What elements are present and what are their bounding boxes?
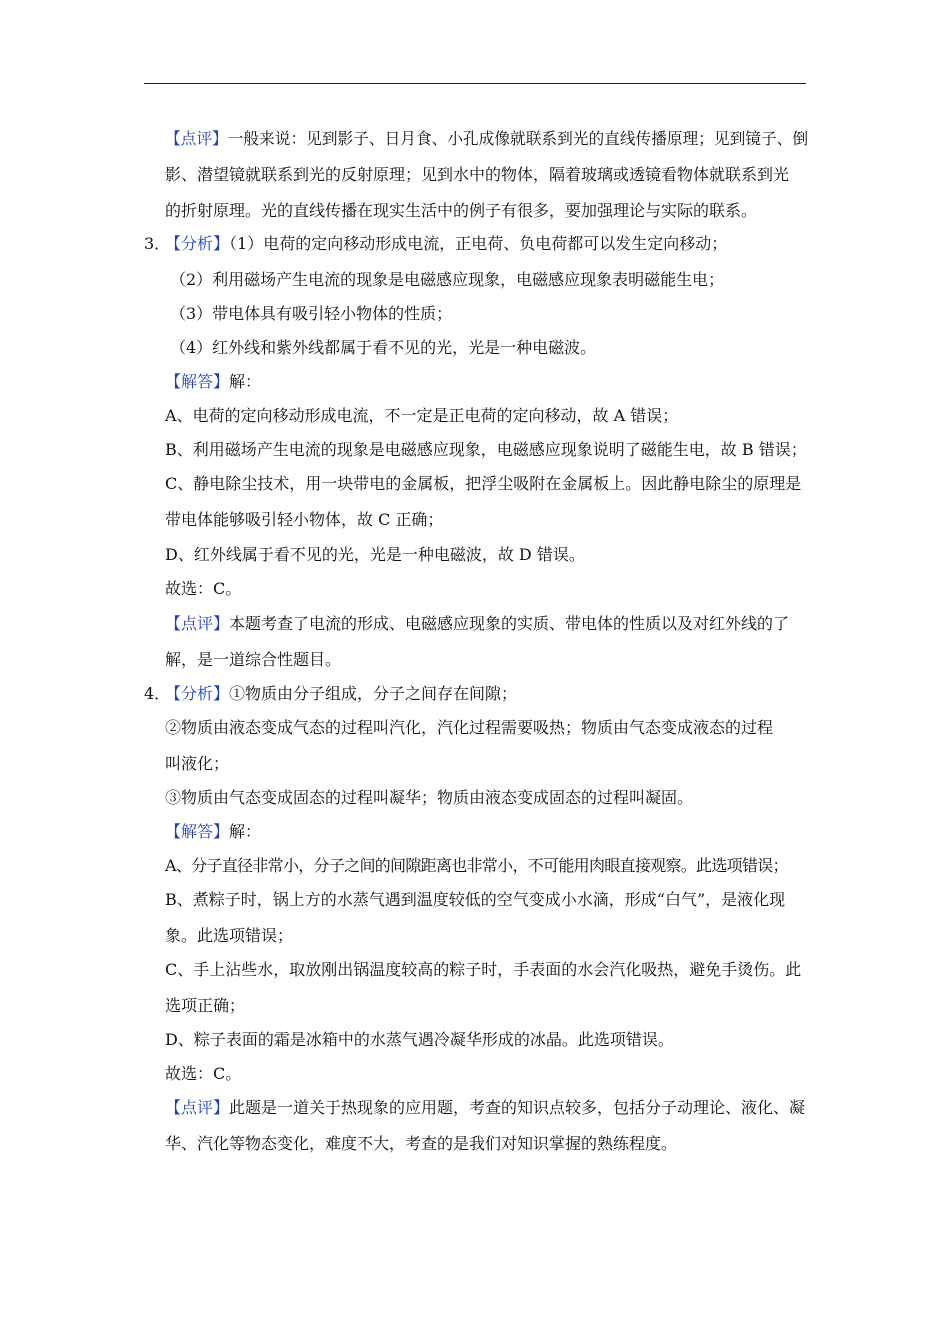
q4-answer-line-5: 选项正确； — [165, 996, 246, 1015]
q4-choice: 故选：C。 — [165, 1064, 242, 1083]
header-rule — [144, 83, 806, 84]
q3-answer-line-4: 带电体能够吸引轻小物体，故 C 正确； — [165, 510, 444, 529]
answer-tag: 【解答】 — [165, 372, 230, 391]
q4-comment-line-1: 【点评】此题是一道关于热现象的应用题，考查的知识点较多，包括分子动理论、液化、凝 — [165, 1098, 806, 1117]
q4-answer-line-2: B、煮粽子时，锅上方的水蒸气遇到温度较低的空气变成小水滴，形成“白气”，是液化现 — [165, 890, 786, 909]
q3-comment-line-2: 解，是一道综合性题目。 — [165, 650, 342, 669]
q4-analysis-line-2: ②物质由液态变成气态的过程叫汽化，汽化过程需要吸热；物质由气态变成液态的过程 — [165, 718, 774, 737]
q3-analysis-line-2: （2）利用磁场产生电流的现象是电磁感应现象，电磁感应现象表明磁能生电； — [170, 270, 725, 289]
answer-tag: 【解答】 — [165, 822, 230, 841]
q4-analysis-line-3: 叫液化； — [165, 754, 230, 773]
q4-analysis-line-1: 【分析】①物质由分子组成，分子之间存在间隙； — [165, 684, 518, 703]
q3-analysis-line-1: 【分析】（1）电荷的定向移动形成电流，正电荷、负电荷都可以发生定向移动； — [165, 234, 728, 253]
q4-answer-line-4: C、手上沾些水，取放刚出锅温度较高的粽子时，手表面的水会汽化吸热，避免手烫伤。此 — [165, 960, 802, 979]
q3-answer-line-5: D、红外线属于看不见的光，光是一种电磁波，故 D 错误。 — [165, 545, 585, 564]
comment-tag: 【点评】 — [165, 129, 228, 148]
comment-tag: 【点评】 — [165, 614, 230, 633]
q4-analysis-line-4: ③物质由气态变成固态的过程叫凝华；物质由液态变成固态的过程叫凝固。 — [165, 788, 694, 807]
q4-comment-line-2: 华、汽化等物态变化，难度不大，考查的是我们对知识掌握的熟练程度。 — [165, 1134, 678, 1153]
comment-tag: 【点评】 — [165, 1098, 230, 1117]
q4-number: 4． — [144, 684, 171, 703]
analysis-tag: 【分析】 — [165, 234, 230, 253]
q3-answer-line-3: C、静电除尘技术，用一块带电的金属板，把浮尘吸附在金属板上。因此静电除尘的原理是 — [165, 474, 802, 493]
q3-answer-line-1: A、电荷的定向移动形成电流，不一定是正电荷的定向移动，故 A 错误； — [165, 406, 679, 425]
q3-answer-lead: 【解答】解： — [165, 372, 262, 391]
q4-answer-line-1: A、分子直径非常小，分子之间的间隙距离也非常小，不可能用肉眼直接观察。此选项错误； — [165, 856, 788, 875]
q3-analysis-line-3: （3）带电体具有吸引轻小物体的性质； — [170, 304, 453, 323]
q3-answer-line-2: B、利用磁场产生电流的现象是电磁感应现象，电磁感应现象说明了磁能生电，故 B 错误； — [165, 440, 807, 459]
q2-comment-line-2: 影、潜望镜就联系到光的反射原理；见到水中的物体，隔着玻璃或透镜看物体就联系到光 — [165, 165, 790, 184]
q2-comment-line-3: 的折射原理。光的直线传播在现实生活中的例子有很多，要加强理论与实际的联系。 — [165, 201, 758, 220]
q4-answer-line-6: D、粽子表面的霜是冰箱中的水蒸气遇冷凝华形成的冰晶。此选项错误。 — [165, 1030, 674, 1049]
q3-choice: 故选：C。 — [165, 579, 242, 598]
q4-answer-lead: 【解答】解： — [165, 822, 262, 841]
q4-answer-line-3: 象。此选项错误； — [165, 926, 294, 945]
q2-comment-line-1: 【点评】一般来说：见到影子、日月食、小孔成像就联系到光的直线传播原理；见到镜子、倒 — [165, 129, 809, 148]
q3-analysis-line-4: （4）红外线和紫外线都属于看不见的光，光是一种电磁波。 — [170, 338, 597, 357]
analysis-tag: 【分析】 — [165, 684, 230, 703]
q3-number: 3． — [144, 234, 171, 253]
q3-comment-line-1: 【点评】本题考查了电流的形成、电磁感应现象的实质、带电体的性质以及对红外线的了 — [165, 614, 790, 633]
